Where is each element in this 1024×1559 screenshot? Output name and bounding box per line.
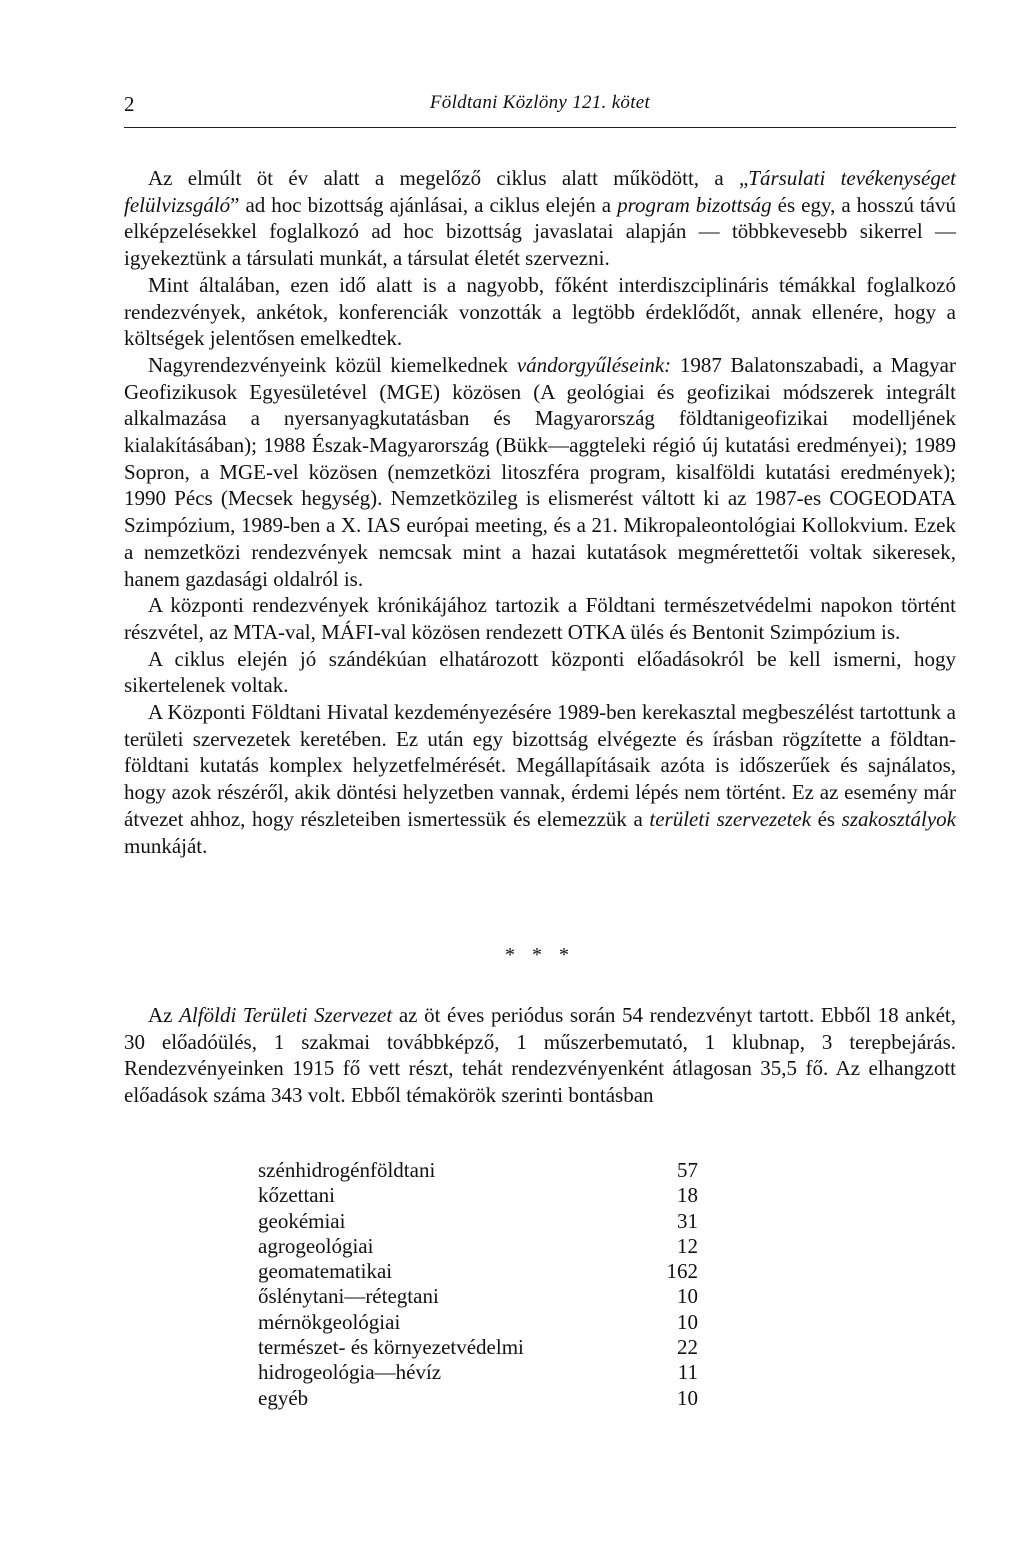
topic-count: 22: [677, 1335, 698, 1360]
paragraph: [124, 699, 956, 859]
topic-label: egyéb: [258, 1385, 309, 1410]
topic-count: 10: [677, 1284, 698, 1309]
italic-text: Társulati tevékenységet felülvizsgáló: [124, 166, 956, 217]
paragraph: [124, 592, 956, 645]
text-run: Az elmúlt öt év alatt a megelőző ciklus alatt működött, a „: [148, 166, 749, 190]
section-separator: * * *: [505, 944, 575, 966]
text-run: az öt éves periódus során 54 rendezvényt tartott. Ebből 18 ankét, 30 előadóülés, 1 szakmai továbbképző, 1 műszerbemutató, 1 klubnap, 3 terepbejárás. Rendezvényeinken 1915 fő vett részt, tehát rendezvényenként átlagosan 35,5 fő. Az elhangzott előadások száma 343 volt. Ebből témakörök szerinti bontásban: [124, 1003, 956, 1108]
paragraph: [124, 272, 956, 352]
text-run: Az: [148, 1003, 180, 1027]
text-run: munkáját.: [124, 833, 208, 858]
running-title: Földtani Közlöny 121. kötet: [429, 92, 651, 113]
page-header: [124, 92, 956, 122]
topic-label: geokémiai: [258, 1208, 346, 1233]
paragraph: [124, 165, 956, 272]
topic-label: kőzettani: [258, 1183, 335, 1208]
header-rule: [124, 127, 956, 128]
topic-label: őslénytani—rétegtani: [258, 1284, 439, 1309]
topic-label: szénhidrogénföldtani: [258, 1158, 436, 1182]
document-page: [124, 0, 956, 1559]
table-row: [258, 1386, 698, 1411]
topic-count: 10: [677, 1385, 698, 1410]
topic-count: 57: [677, 1158, 698, 1182]
section-alfoldi: [124, 1002, 956, 1109]
topic-count: 162: [666, 1259, 698, 1284]
topic-count: 10: [677, 1309, 698, 1334]
text-run: és egy, a hosszú távú elképzelésekkel foglalkozó ad hoc bizottság javaslatai alapján — többkevesebb sikerrel — igyekeztünk a társulati munkát, a társulat életét szervezni.: [124, 192, 956, 271]
italic-text: Alföldi Területi Szervezet: [179, 1003, 393, 1027]
italic-text: szakosztályok: [841, 806, 956, 831]
topic-count: 31: [677, 1208, 698, 1233]
text-run: Mint általában, ezen idő alatt is a nagyobb, főként interdiszciplináris témákkal foglalkozó rendezvények, ankétok, konferenciák vonzották a legtöbb érdeklődőt, annak ellenére, hogy a költségek jelentősen emelkedtek.: [124, 272, 956, 351]
topic-label: agrogeológiai: [258, 1233, 374, 1258]
table-row: [258, 1310, 698, 1335]
topic-label: hidrogeológia—hévíz: [258, 1360, 442, 1385]
text-run: A központi rendezvények krónikájához tartozik a Földtani természetvédelmi napokon történt részvétel, az MTA-val, MÁFI-val közösen rendezett OTKA ülés és Bentonit Szimpózium is.: [124, 593, 956, 644]
page-number: 2: [124, 92, 135, 116]
topic-label: mérnökgeológiai: [258, 1309, 401, 1334]
text-run: A Központi Földtani Hivatal kezdeményezésére 1989-ben kerekasztal megbeszélést tartottunk a területi szervezetek keretében. Ez után egy bizottság elvégezte és írásban rögzítette a földtan-földtani kutatás komplex helyzetfelmérését. Megállapításaik azóta is időszerűek és sajnálatos, hogy azok részéről, akik döntési helyzetben vannak, érdemi lépés nem történt. Ez az esemény már átvezet ahhoz, hogy részleteiben ismertessük és elemezzük a: [124, 700, 956, 831]
topic-label: természet- és környezetvédelmi: [258, 1335, 524, 1360]
table-row: [258, 1183, 698, 1208]
main-text: [124, 165, 956, 859]
topics-table: [258, 1158, 698, 1411]
table-row: [258, 1259, 698, 1284]
table-row: [258, 1209, 698, 1234]
table-row: [258, 1335, 698, 1360]
text-run: 1987 Balatonszabadi, a Magyar Geofizikusok Egyesületével (MGE) közösen (A geológiai és geofizikai módszerek integrált alkalmazása a nyersanyagkutatásban és Magyarország földtanigeofizikai modelljének kialakításában); 1988 Észak-Magyarország (Bükk—aggteleki régió új kutatási eredményei); 1989 Sopron, a MGE-vel közösen (nemzetközi litoszféra program, kisalföldi kutatási eredmények); 1990 Pécs (Mecsek hegység). Nemzetközileg is elismerést váltott ki az 1987-es COGEODATA Szimpózium, 1989-ben a X. IAS európai meeting, és a 21. Mikropaleontológiai Kollokvium. Ezek a nemzetközi rendezvények nemcsak mint a hazai kutatások megmérettetői voltak sikeresek, hanem gazdasági oldalról is.: [124, 352, 956, 591]
text-run: Nagyrendezvényeink közül kiemelkednek: [148, 352, 517, 377]
topic-count: 18: [677, 1183, 698, 1208]
italic-text: vándorgyűléseink:: [516, 352, 672, 377]
table-row: [258, 1158, 698, 1183]
topic-label: geomatematikai: [258, 1259, 393, 1284]
paragraph: [124, 646, 956, 699]
text-run: ” ad hoc bizottság ajánlásai, a ciklus elején a: [230, 192, 618, 217]
paragraph: [124, 352, 956, 592]
text-run: A ciklus elején jó szándékúan elhatározott központi előadásokról be kell ismerni, hogy sikertelenek voltak.: [124, 646, 956, 698]
italic-text: területi szervezetek: [649, 806, 812, 831]
table-row: [258, 1284, 698, 1309]
table-row: [258, 1360, 698, 1385]
text-run: és: [811, 806, 842, 831]
italic-text: program bizottság: [617, 192, 772, 217]
topic-count: 11: [677, 1360, 698, 1385]
table-row: [258, 1234, 698, 1259]
paragraph: [124, 1002, 956, 1109]
topic-count: 12: [677, 1233, 698, 1258]
